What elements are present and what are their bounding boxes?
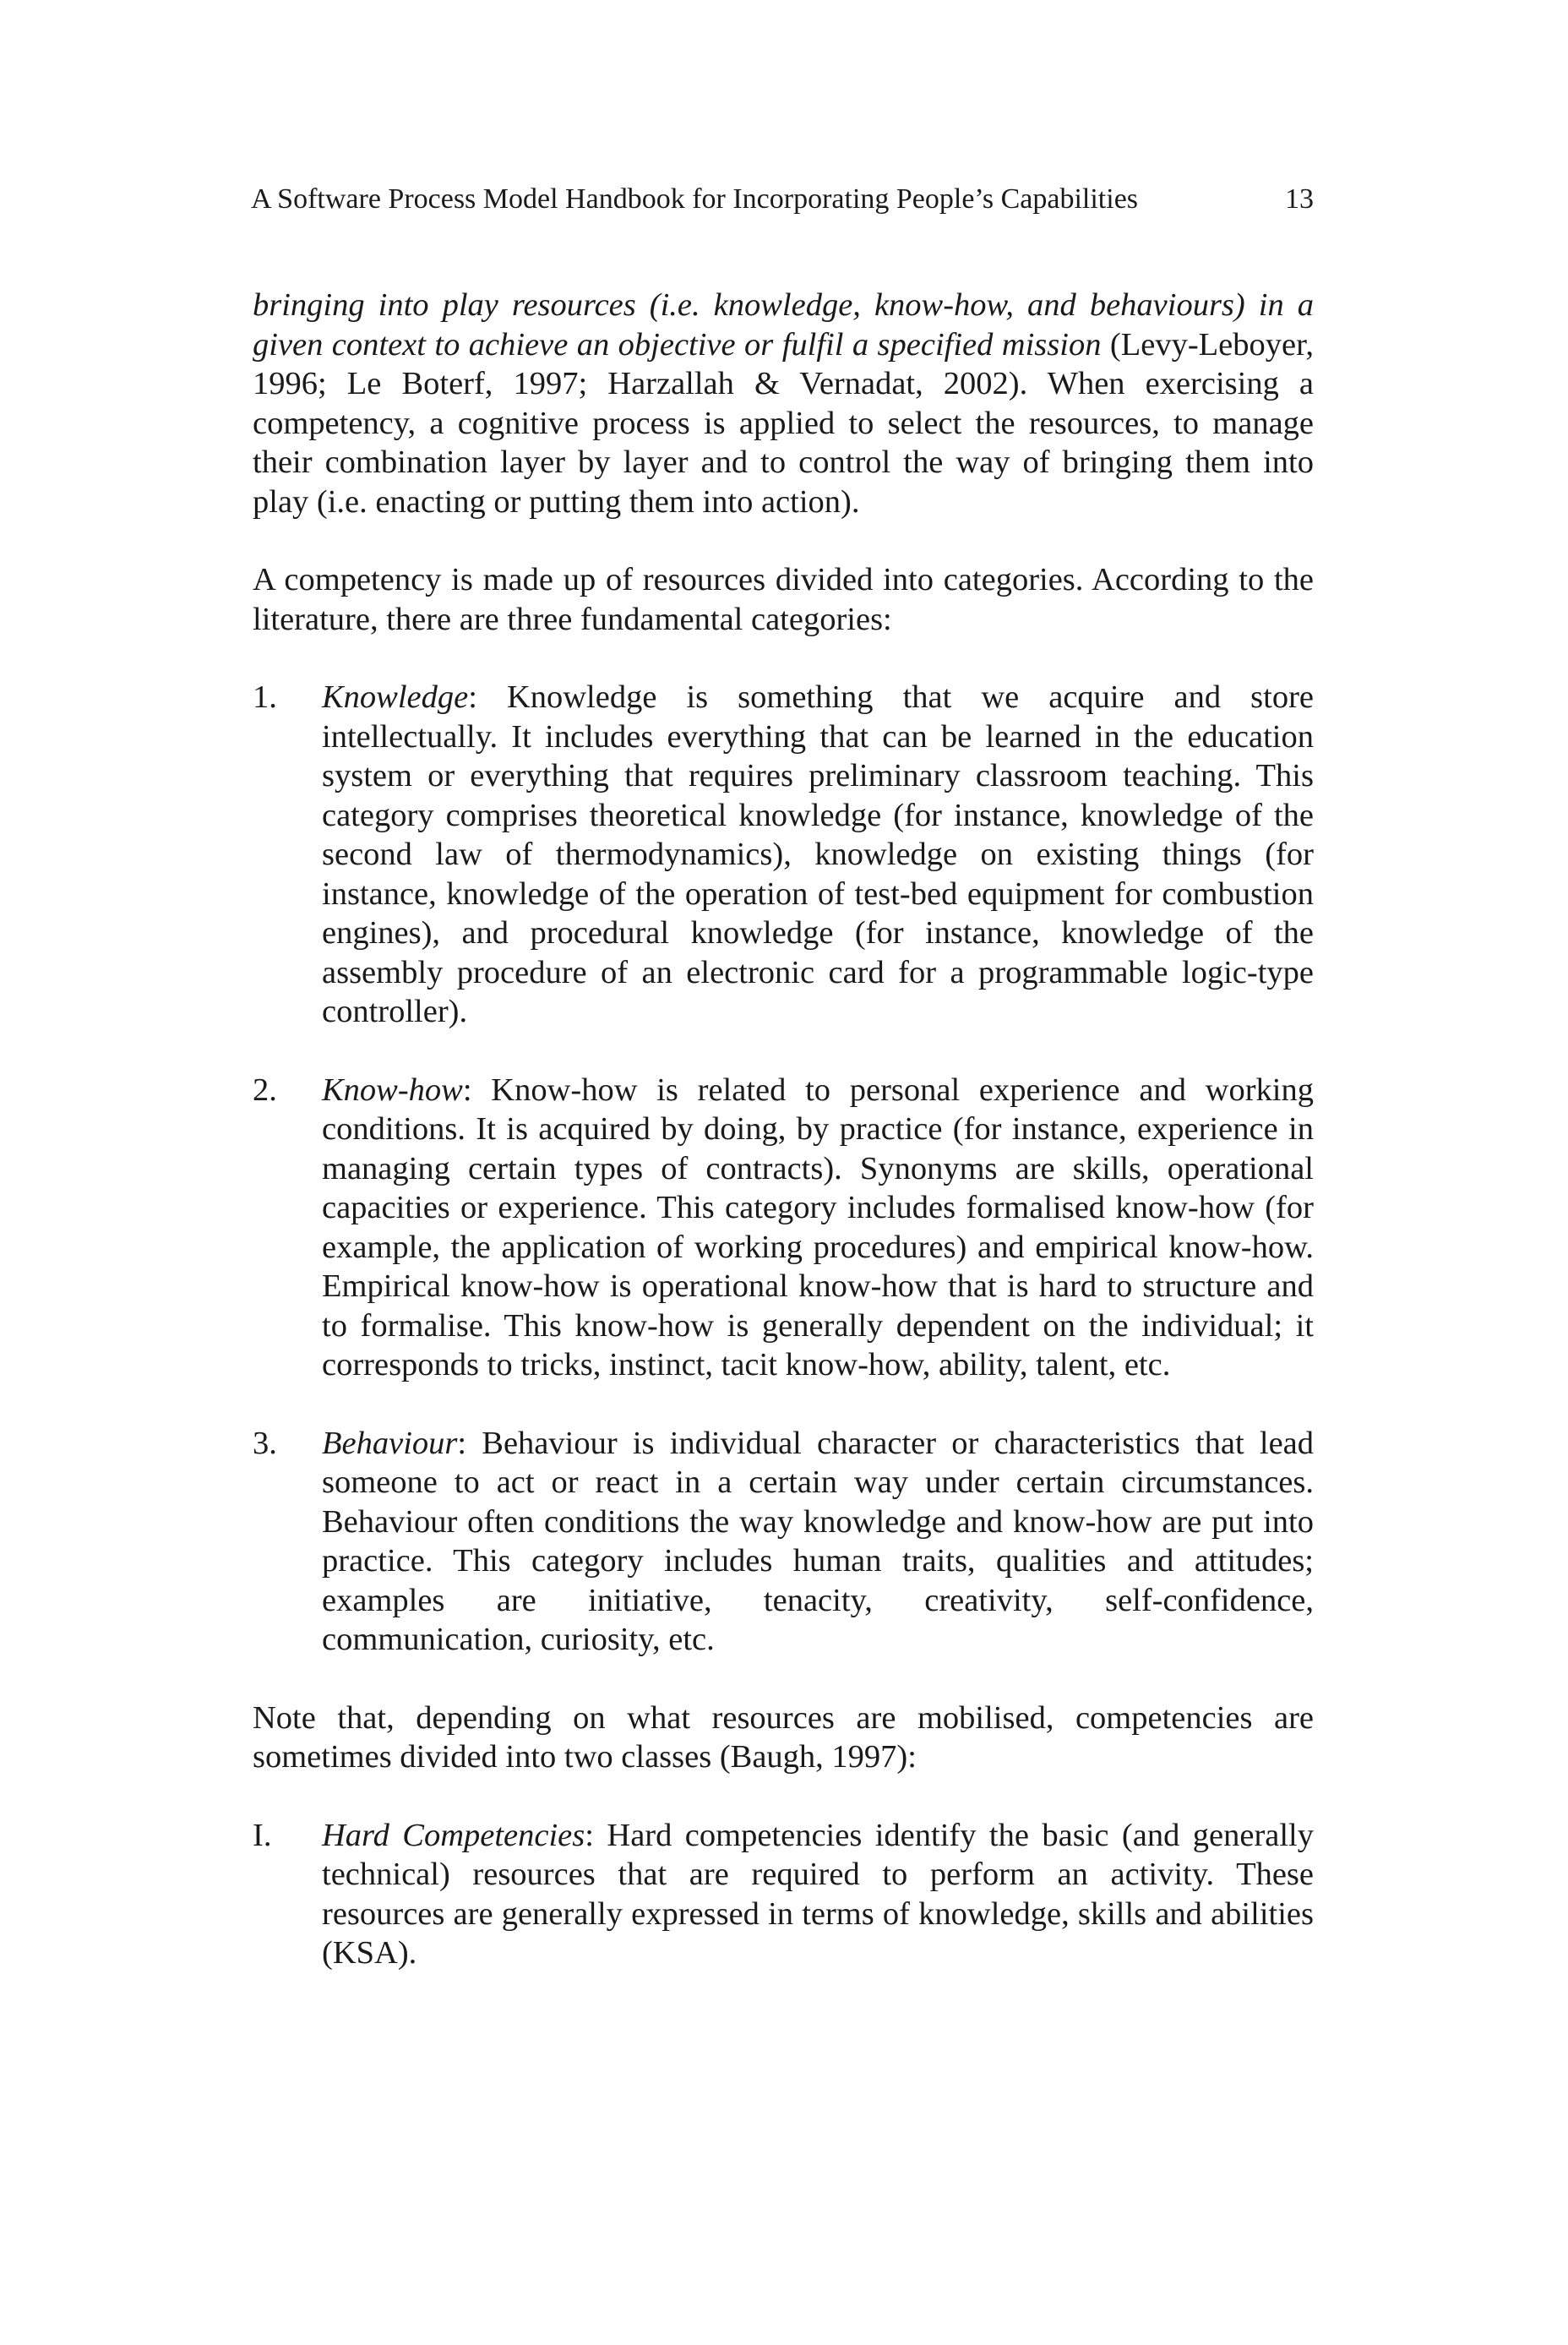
- list-marker: I.: [253, 1817, 272, 1853]
- categories-list: [253, 678, 1314, 1660]
- list-item: [253, 1071, 1314, 1385]
- list-text: : Behaviour is individual character or characteristics that lead someone to act or react in a certain way under certain circumstances. Behaviour often conditions the way knowledge and know-how are put into practice. This category includes human traits, qualities and attitudes; examples are initiative, tenacity, creativity, self-confidence, communication, curiosity, etc.: [322, 1425, 1314, 1657]
- paragraph-categories-intro: A competency is made up of resources divided into categories. According to the literature, there are three fundamental categories:: [253, 562, 1314, 637]
- list-marker: 3.: [253, 1425, 277, 1461]
- paragraph-competency-definition: [253, 286, 1314, 521]
- list-term: Know-how: [322, 1072, 463, 1108]
- list-term: Knowledge: [322, 679, 469, 715]
- body-text: [253, 286, 1314, 1973]
- list-item: [253, 1816, 1314, 1973]
- list-item: [253, 678, 1314, 1032]
- list-marker: 1.: [253, 679, 277, 715]
- list-text: : Hard competencies identify the basic (and generally technical) resources that are required to perform an activity. These resources are generally expressed in terms of knowledge, skills and abilities (KSA).: [322, 1817, 1314, 1971]
- definition-rest: (Levy-Leboyer, 1996; Le Boterf, 1997; Harzallah & Vernadat, 2002). When exercising a competency, a cognitive process is applied to select the resources, to manage their combination layer by layer and to control the way of bringing them into play (i.e. enacting or putting them into action).: [253, 326, 1314, 520]
- list-text: : Knowledge is something that we acquire and store intellectually. It includes everything that can be learned in the education system or everything that requires preliminary classroom teaching. This category comprises theoretical knowledge (for instance, knowledge of the second law of thermodynamics), knowledge on existing things (for instance, knowledge of the operation of test-bed equipment for combustion engines), and procedural knowledge (for instance, knowledge of the assembly procedure of an electronic card for a programmable logic-type controller).: [322, 679, 1314, 1029]
- definition-italic-lead: bringing into play resources (i.e. knowledge, know-how, and behaviours) in a given context to achieve an objective or fulfil a specified mission: [253, 287, 1314, 363]
- list-term: Hard Competencies: [322, 1817, 585, 1853]
- list-term: Behaviour: [322, 1425, 458, 1461]
- list-item: [253, 1424, 1314, 1660]
- list-marker: 2.: [253, 1072, 277, 1108]
- paragraph-classes-intro: Note that, depending on what resources are mobilised, competencies are sometimes divided into two classes (Baugh, 1997):: [253, 1699, 1314, 1775]
- running-title: A Software Process Model Handbook for Incorporating People’s Capabilities: [251, 183, 1139, 215]
- list-text: : Know-how is related to personal experience and working conditions. It is acquired by doing, by practice (for instance, experience in managing certain types of contracts). Synonyms are skills, operational capacities or experience. This category includes formalised know-how (for example, the application of working procedures) and empirical know-how. Empirical know-how is operational know-how that is hard to structure and to formalise. This know-how is generally dependent on the individual; it corresponds to tricks, instinct, tacit know-how, ability, talent, etc.: [322, 1072, 1314, 1382]
- page-number: 13: [1285, 183, 1314, 215]
- classes-list: [253, 1816, 1314, 1973]
